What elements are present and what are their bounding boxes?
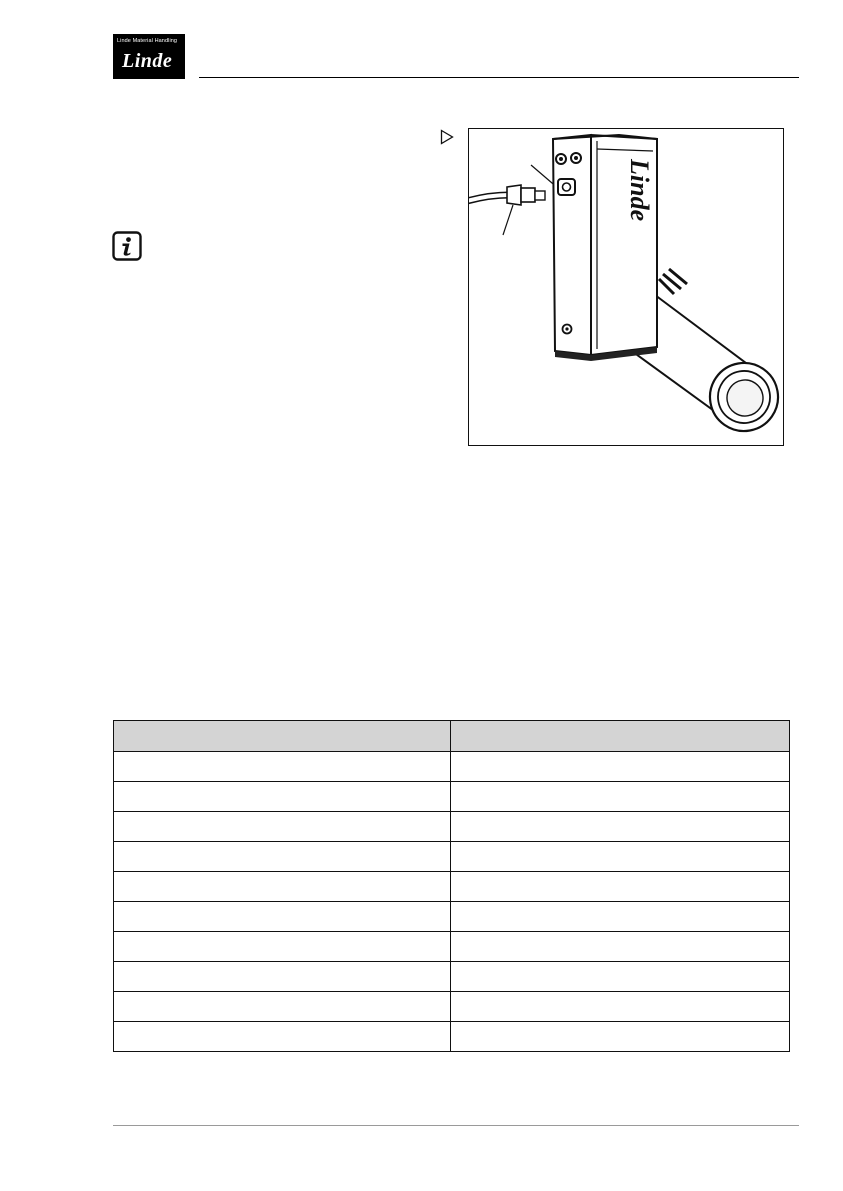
table-row (114, 872, 790, 902)
table-cell (114, 992, 451, 1022)
logo-tagline: Linde Material Handling (117, 38, 178, 44)
linde-logo (113, 34, 185, 79)
table-cell (114, 782, 451, 812)
table-cell (451, 932, 790, 962)
table-cell (114, 962, 451, 992)
table-row (114, 932, 790, 962)
table-cell (451, 1022, 790, 1052)
table-row (114, 752, 790, 782)
table-cell (114, 752, 451, 782)
table-cell (451, 872, 790, 902)
table-cell (114, 932, 451, 962)
table-row (114, 842, 790, 872)
table-row (114, 962, 790, 992)
table-cell (114, 812, 451, 842)
table-cell (451, 752, 790, 782)
table-cell (114, 842, 451, 872)
table-header-cell (114, 721, 451, 752)
table-cell (451, 902, 790, 932)
table-cell (451, 782, 790, 812)
table-row (114, 812, 790, 842)
header-divider (199, 77, 799, 78)
table-row (114, 1022, 790, 1052)
table-row (114, 992, 790, 1022)
table-row (114, 782, 790, 812)
logo-brand: Linde (122, 50, 173, 72)
table-header-row (114, 721, 790, 752)
specification-table (113, 720, 790, 1052)
product-illustration (468, 128, 784, 446)
table-row (114, 902, 790, 932)
housing-brand-text: Linde (625, 159, 654, 222)
table-cell (451, 812, 790, 842)
light-unit-drawing (469, 129, 782, 444)
table-cell (114, 872, 451, 902)
information-icon (112, 231, 142, 261)
table-cell (451, 962, 790, 992)
footer-divider (113, 1125, 799, 1126)
table-cell (451, 992, 790, 1022)
table-cell (451, 842, 790, 872)
table-header-cell (451, 721, 790, 752)
arrow-marker-icon (440, 129, 454, 145)
table-cell (114, 902, 451, 932)
table-cell (114, 1022, 451, 1052)
